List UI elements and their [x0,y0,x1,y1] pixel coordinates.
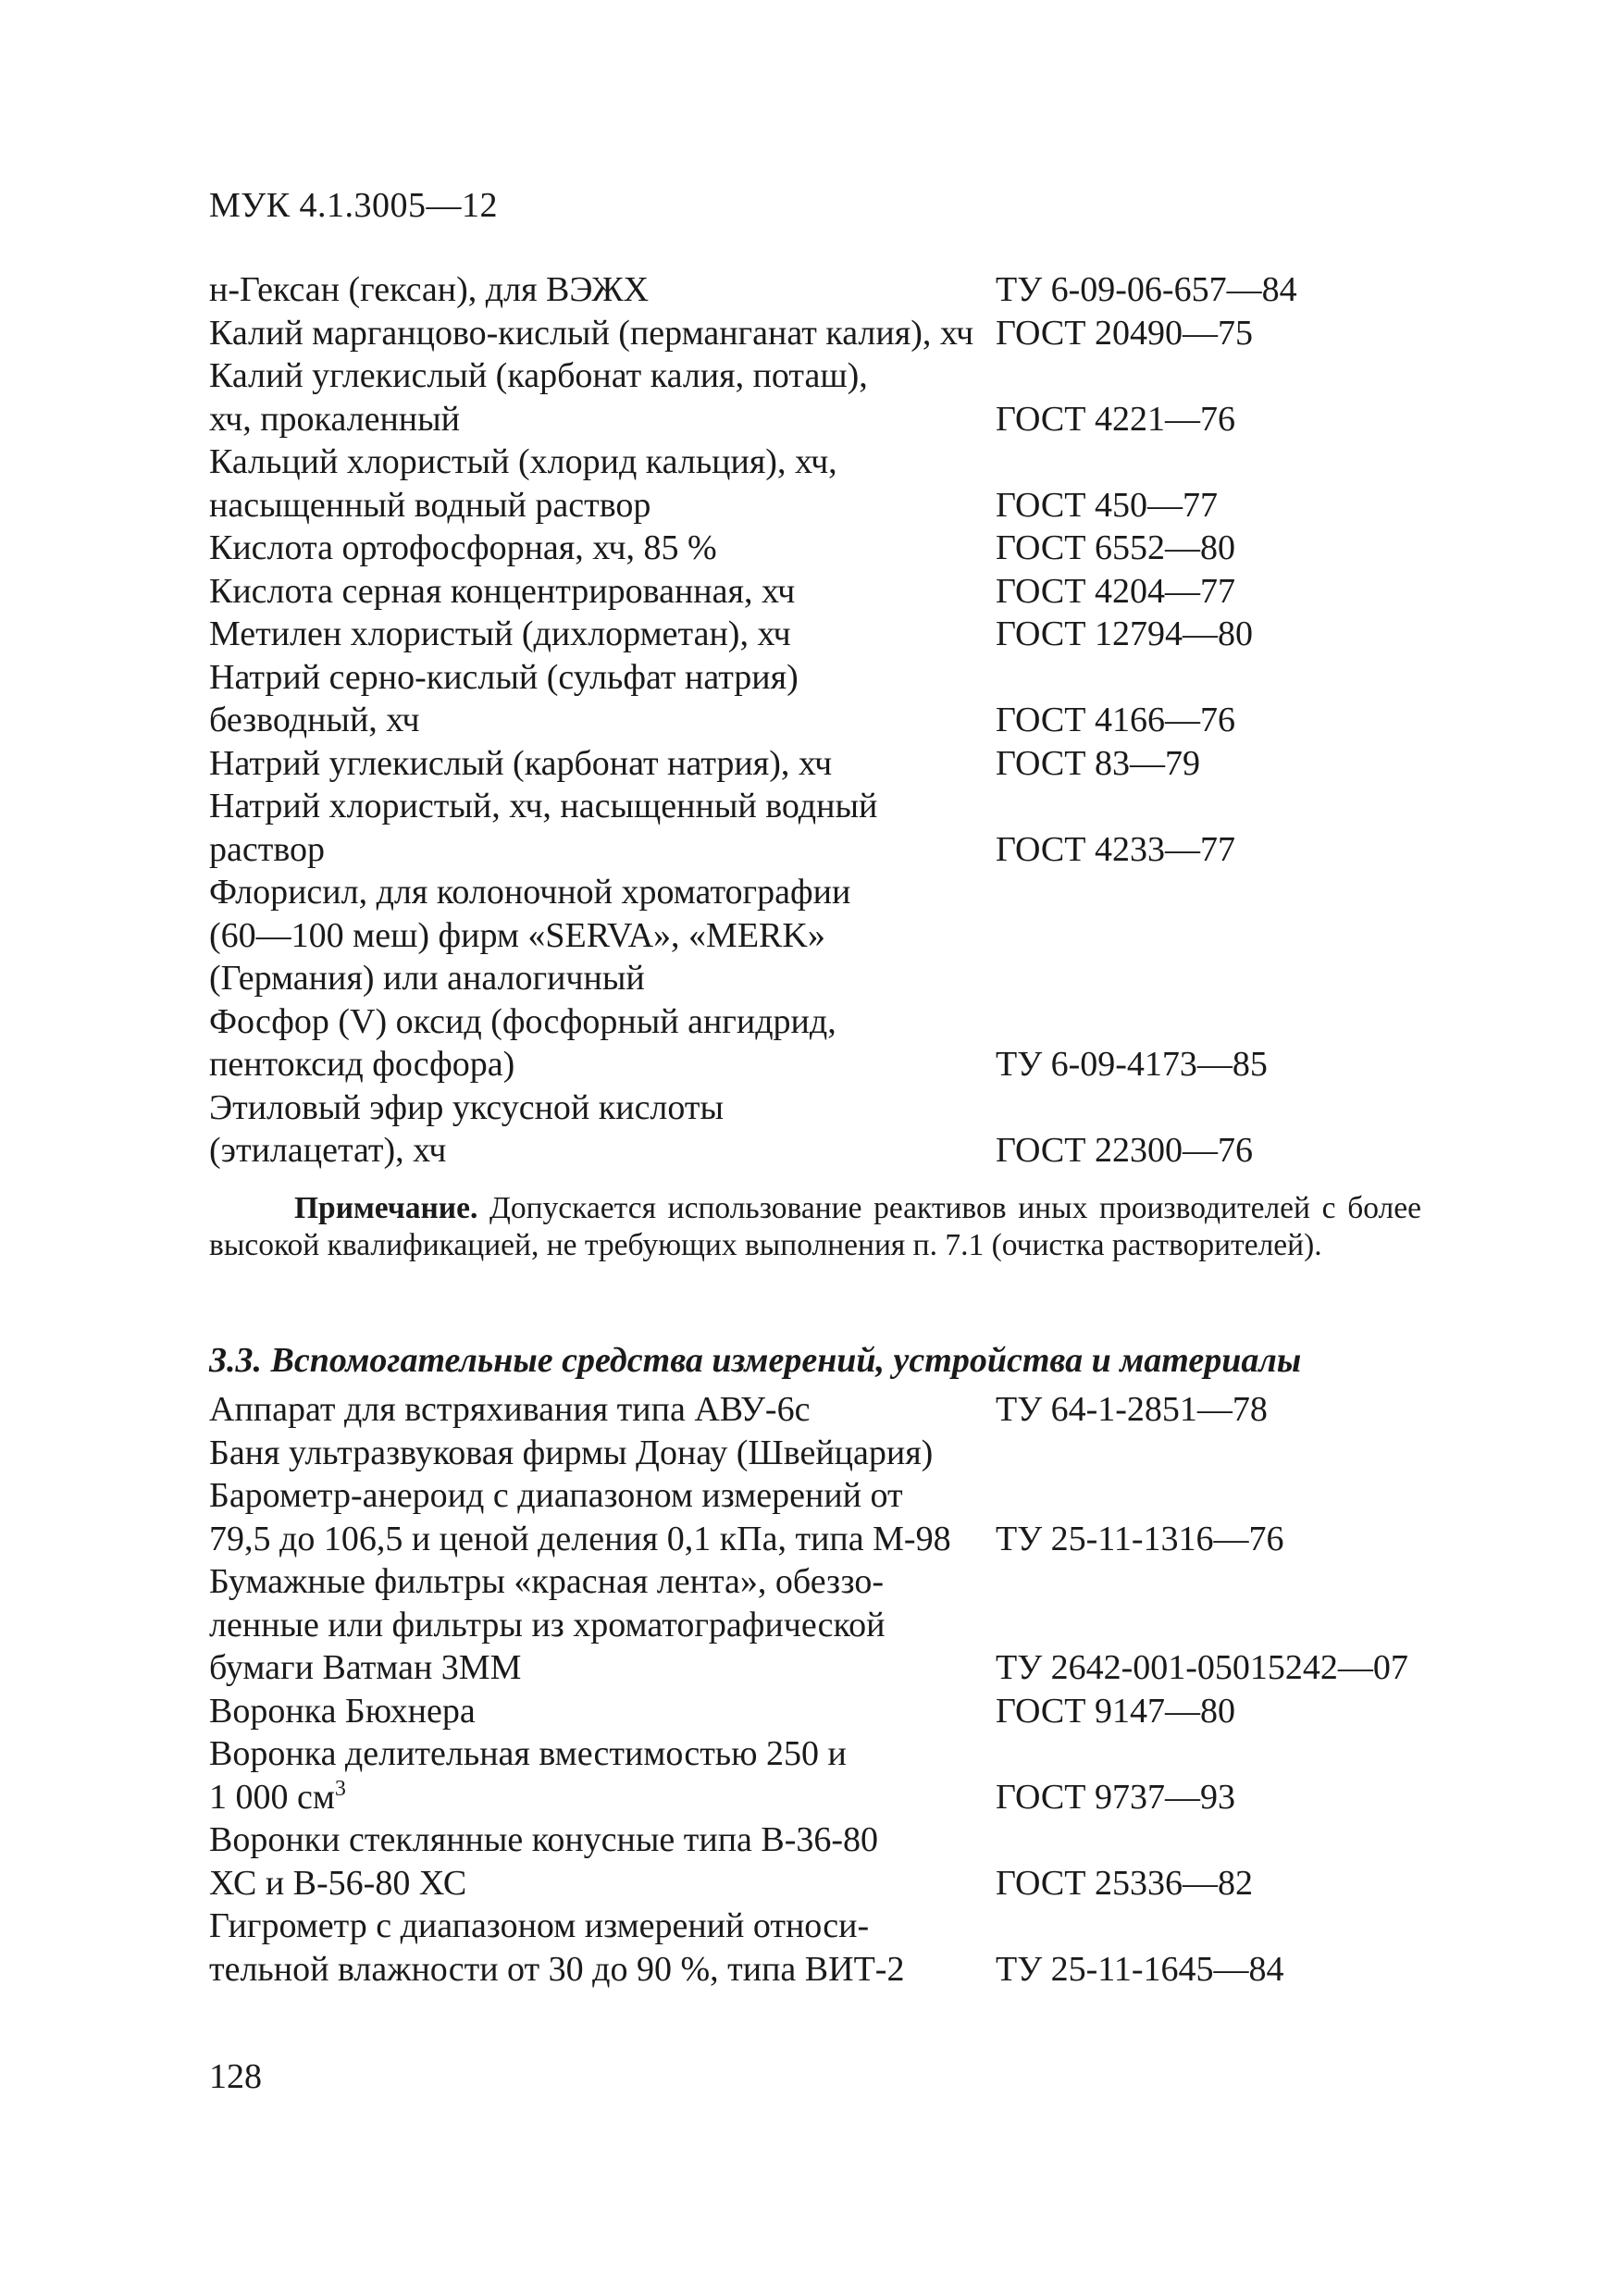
item-standard: ТУ 25-11-1645—84 [996,1949,1284,1989]
item-name [209,1690,996,1733]
item-standard: ГОСТ 25336—82 [996,1863,1253,1903]
item-name [209,1388,996,1432]
list-item [209,1690,1468,1733]
item-name-line: Кислота ортофосфорная, хч, 85 % [209,528,717,567]
item-name-line: Воронки стеклянные конусные типа В-36-80 [209,1820,879,1859]
item-name-line: Натрий серно-кислый (сульфат натрия) [209,657,799,697]
item-name [209,312,996,355]
item-standard: ТУ 2642-001-05015242—07 [996,1648,1408,1687]
item-standard: ГОСТ 4233—77 [996,829,1235,869]
list-item [209,1905,1468,1991]
item-standard: ГОСТ 22300—76 [996,1131,1253,1170]
equipment-list [209,1388,1468,1991]
item-name [209,1086,996,1173]
list-item [209,527,1468,570]
list-item [209,1000,1468,1086]
item-name [209,1905,996,1991]
item-name-line: Натрий хлористый, хч, насыщенный водный [209,787,878,825]
item-name-line: Воронка делительная вместимостью 250 и [209,1734,847,1773]
item-name-line: Кислота серная концентрированная, хч [209,571,796,611]
item-name-line: Метилен хлористый (дихлорметан), хч [209,614,791,653]
list-item [209,1432,1468,1475]
item-standard: ГОСТ 20490—75 [996,313,1253,353]
item-name-line: Воронка Бюхнера [209,1691,476,1731]
list-item [209,1086,1468,1173]
item-standard: ГОСТ 6552—80 [996,528,1235,567]
list-item [209,570,1468,614]
list-item [209,871,1468,1000]
list-item [209,1388,1468,1432]
list-item [209,441,1468,527]
item-name-line: Баня ультразвуковая фирмы Донау (Швейцария) [209,1433,934,1472]
list-item [209,742,1468,786]
item-name [209,1818,996,1905]
list-item [209,354,1468,441]
item-name-line: Флорисил, для колоночной хроматографии [209,873,851,912]
list-item [209,1732,1468,1818]
item-name-line: Калий углекислый (карбонат калия, поташ), [209,356,868,395]
item-name [209,1432,996,1475]
item-standard: ГОСТ 4166—76 [996,701,1235,739]
item-name-line: ХС и В-56-80 ХС [209,1863,467,1903]
item-standard: ТУ 6-09-06-657—84 [996,270,1297,309]
item-name-line: раствор [209,829,326,869]
list-item [209,268,1468,312]
item-name [209,354,996,441]
page-number: 128 [209,2057,262,2096]
item-name-line: Бумажные фильтры «красная лента», обеззо- [209,1562,884,1601]
item-name-line-wrap [209,1776,996,1819]
item-standard: ТУ 64-1-2851—78 [996,1390,1268,1429]
item-name [209,613,996,656]
list-item [209,1474,1468,1560]
item-name [209,570,996,614]
section-title: 3.3. Вспомогательные средства измерений, устройства и материалы [209,1341,1302,1380]
list-item [209,785,1468,871]
item-name [209,1560,996,1690]
item-standard: ТУ 6-09-4173—85 [996,1045,1268,1084]
item-name [209,656,996,742]
item-name-line: Натрий углекислый (карбонат натрия), хч [209,743,833,783]
item-name [209,268,996,312]
item-name [209,527,996,570]
item-name-line: (60—100 меш) фирм «SERVA», «MERK» [209,915,825,955]
item-name [209,1474,996,1560]
list-item [209,1560,1468,1690]
list-item [209,312,1468,355]
item-standard: ГОСТ 450—77 [996,485,1218,525]
note-label: Примечание. [294,1191,478,1225]
item-name-line: бумаги Ватман 3ММ [209,1648,522,1687]
item-name-line: Кальций хлористый (хлорид кальция), хч, [209,442,837,481]
note-text: Допускается использование реактивов иных производителей с более высокой квалификацией, не требующих выполнения п. 7.1 (очистка растворителей). [209,1191,1421,1262]
note-paragraph [209,1190,1421,1264]
superscript: 3 [334,1776,346,1801]
document-code: МУК 4.1.3005—12 [209,186,499,225]
list-item [209,613,1468,656]
item-name-line: н-Гексан (гексан), для ВЭЖХ [209,270,650,309]
item-standard: ГОСТ 12794—80 [996,614,1253,653]
item-name-line: ленные или фильтры из хроматографической [209,1605,886,1644]
item-name-line: (этилацетат), хч [209,1131,447,1170]
item-name-line: насыщенный водный раствор [209,485,651,525]
item-name-line: Аппарат для встряхивания типа АВУ-6с [209,1390,811,1429]
item-standard: ГОСТ 4204—77 [996,571,1235,611]
item-name [209,441,996,527]
item-name [209,871,996,1000]
reagents-list [209,268,1468,1173]
item-name-line: хч, прокаленный [209,399,461,439]
item-name-line: тельной влажности от 30 до 90 %, типа ВИТ-2 [209,1949,905,1989]
item-name-line: Этиловый эфир уксусной кислоты [209,1087,725,1127]
item-name-line: Фосфор (V) оксид (фосфорный ангидрид, [209,1001,836,1041]
item-standard: ГОСТ 83—79 [996,743,1200,783]
item-name-line: Гигрометр с диапазоном измерений относи- [209,1906,870,1945]
item-name [209,785,996,871]
list-item [209,656,1468,742]
item-name-line: Калий марганцово-кислый (перманганат калия), хч [209,313,974,353]
item-name-line: (Германия) или аналогичный [209,959,645,998]
item-standard: ГОСТ 9147—80 [996,1691,1235,1731]
item-standard: ГОСТ 9737—93 [996,1777,1235,1817]
item-name-line: Барометр-анероид с диапазоном измерений от [209,1476,903,1515]
item-name-line: безводный, хч [209,701,420,739]
item-name [209,1000,996,1086]
item-standard: ТУ 25-11-1316—76 [996,1519,1284,1558]
item-name [209,1732,996,1818]
list-item [209,1818,1468,1905]
item-name-line: 79,5 до 106,5 и ценой деления 0,1 кПа, типа М-98 [209,1519,951,1558]
item-standard: ГОСТ 4221—76 [996,399,1235,439]
item-name [209,742,996,786]
item-name-line: пентоксид фосфора) [209,1045,515,1084]
item-name-line: 1 000 см [209,1777,335,1817]
